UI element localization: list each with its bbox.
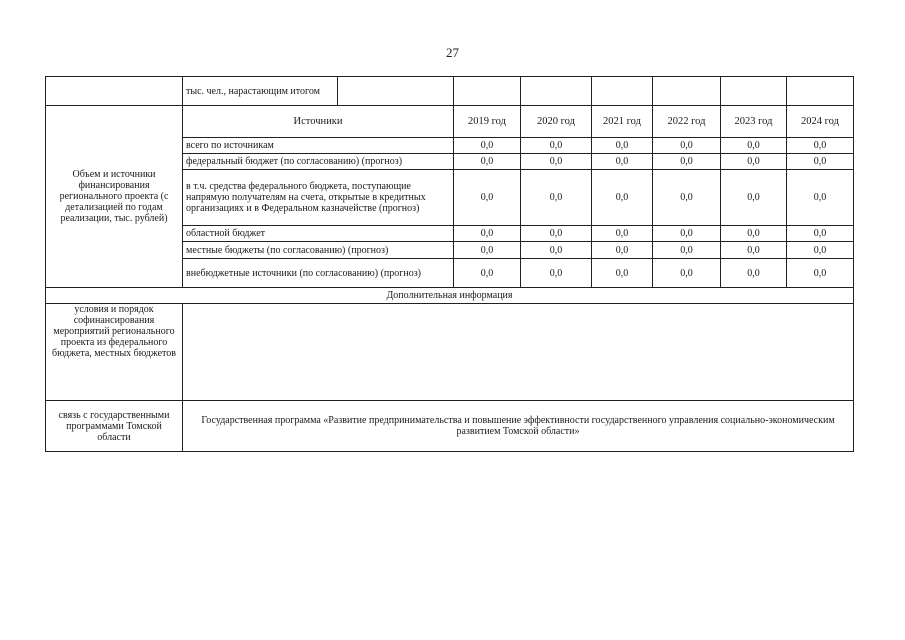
value-cell: 0,0 [521,242,592,259]
sources-header: Источники [183,106,454,138]
value-cell: 0,0 [653,242,721,259]
empty-cell [787,77,854,106]
value-cell: 0,0 [653,154,721,170]
value-cell: 0,0 [592,242,653,259]
cofinancing-label: условия и порядок софинансирования мероприятий регионального проекта из федерального бюджета, местных бюджетов [46,304,183,401]
year-header: 2021 год [592,106,653,138]
program-link-value: Государственная программа «Развитие предпринимательства и повышение эффективности государственного управления социально-экономическим развитием Томской области» [183,401,854,452]
value-cell: 0,0 [787,170,854,226]
source-name: внебюджетные источники (по согласованию) (прогноз) [183,259,454,288]
program-link-label: связь с государственными программами Томской области [46,401,183,452]
value-cell: 0,0 [787,226,854,242]
year-header: 2020 год [521,106,592,138]
value-cell: 0,0 [787,242,854,259]
source-name: местные бюджеты (по согласованию) (прогноз) [183,242,454,259]
page-number: 27 [446,45,459,60]
value-cell: 0,0 [787,259,854,288]
empty-cell [592,77,653,106]
financing-label-cell: Объем и источники финансирования регионального проекта (с детализацией по годам реализации, тыс. рублей) [46,106,183,288]
empty-cell [521,77,592,106]
value-cell: 0,0 [653,138,721,154]
value-cell: 0,0 [454,138,521,154]
value-cell: 0,0 [592,138,653,154]
value-cell: 0,0 [592,226,653,242]
value-cell: 0,0 [653,226,721,242]
cofinancing-row [46,304,854,401]
source-name: в т.ч. средства федерального бюджета, поступающие напрямую получателям на счета, открытые в кредитных организациях и в Федеральном казначействе (прогноз) [183,170,454,226]
value-cell: 0,0 [787,154,854,170]
source-name: всего по источникам [183,138,454,154]
value-cell: 0,0 [454,242,521,259]
empty-cell [454,77,521,106]
value-cell: 0,0 [454,170,521,226]
empty-cell [338,77,454,106]
financing-header-row [46,106,854,138]
value-cell: 0,0 [454,226,521,242]
project-passport-table [45,76,854,452]
value-cell: 0,0 [721,154,787,170]
cofinancing-value [183,304,854,401]
value-cell: 0,0 [787,138,854,154]
year-header: 2024 год [787,106,854,138]
value-cell: 0,0 [521,226,592,242]
continuation-row [46,77,854,106]
value-cell: 0,0 [521,170,592,226]
program-link-row [46,401,854,452]
value-cell: 0,0 [592,154,653,170]
value-cell: 0,0 [521,259,592,288]
value-cell: 0,0 [721,242,787,259]
value-cell: 0,0 [454,154,521,170]
unit-cell: тыс. чел., нарастающим итогом [183,77,338,106]
value-cell: 0,0 [721,226,787,242]
value-cell: 0,0 [653,170,721,226]
empty-cell [653,77,721,106]
value-cell: 0,0 [653,259,721,288]
additional-info-header: Дополнительная информация [46,288,854,304]
value-cell: 0,0 [721,259,787,288]
value-cell: 0,0 [592,259,653,288]
year-header: 2023 год [721,106,787,138]
additional-info-header-row [46,288,854,304]
year-header: 2022 год [653,106,721,138]
value-cell: 0,0 [721,170,787,226]
source-name: областной бюджет [183,226,454,242]
value-cell: 0,0 [521,154,592,170]
value-cell: 0,0 [721,138,787,154]
source-name: федеральный бюджет (по согласованию) (прогноз) [183,154,454,170]
value-cell: 0,0 [521,138,592,154]
value-cell: 0,0 [592,170,653,226]
value-cell: 0,0 [454,259,521,288]
continuation-empty-cell [46,77,183,106]
year-header: 2019 год [454,106,521,138]
empty-cell [721,77,787,106]
